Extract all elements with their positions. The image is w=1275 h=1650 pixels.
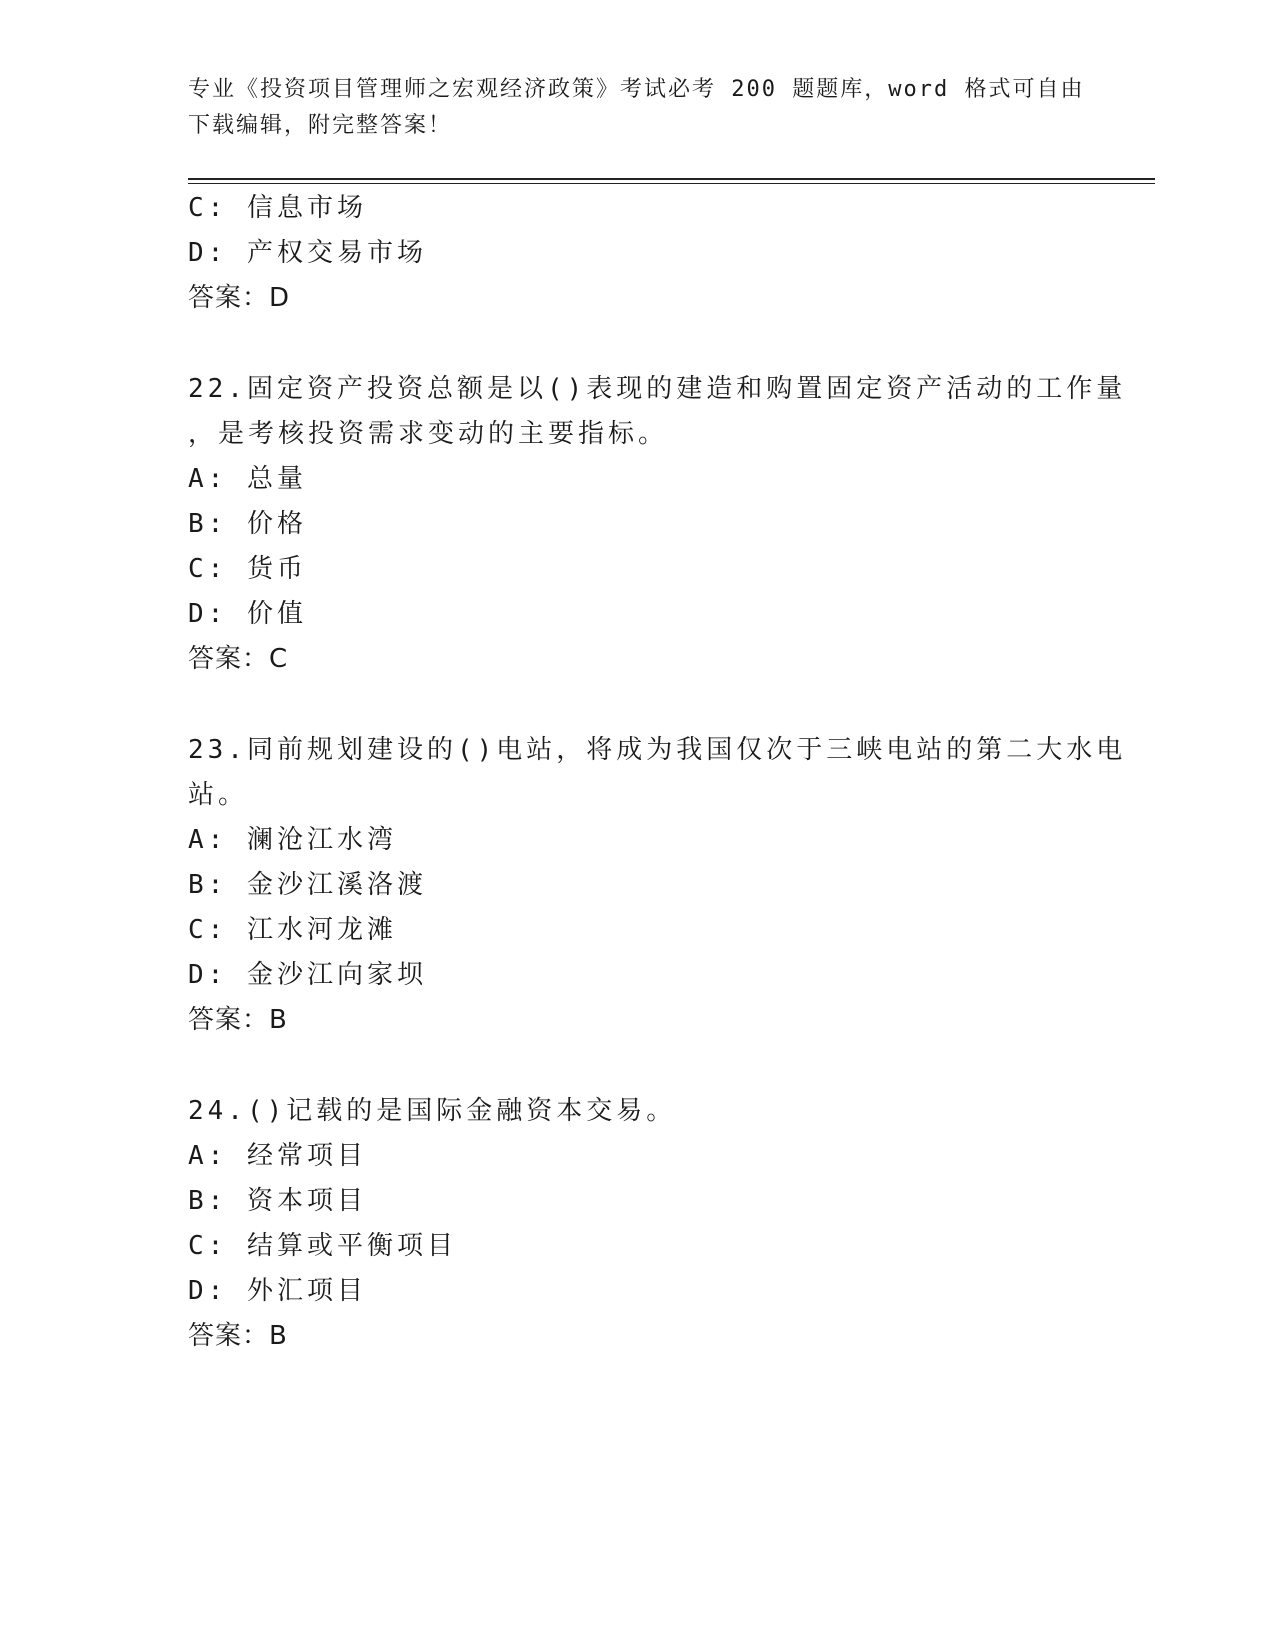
option-d: D: 外汇项目 — [188, 1276, 367, 1306]
answer-line: 答案：C — [188, 644, 289, 674]
option-c: C: 结算或平衡项目 — [188, 1231, 457, 1261]
option-b: B: 价格 — [188, 509, 307, 539]
header-divider-thick — [188, 178, 1155, 180]
continued-question — [188, 186, 1148, 321]
header-line-1: 专业《投资项目管理师之宏观经济政策》考试必考 200 题题库，word 格式可自由 — [188, 77, 1085, 102]
document-header — [188, 72, 1088, 144]
question-text-line-2: ，是考核投资需求变动的主要指标。 — [188, 419, 669, 449]
option-d: D: 价值 — [188, 599, 307, 629]
option-d: D: 金沙江向家坝 — [188, 960, 427, 990]
question-list — [188, 186, 1148, 1359]
option-b: B: 资本项目 — [188, 1186, 367, 1216]
answer-line: 答案：B — [188, 1005, 288, 1035]
option-c: C: 信息市场 — [188, 193, 367, 223]
answer-line: 答案：B — [188, 1321, 288, 1351]
question-24 — [188, 1089, 1148, 1359]
question-text-line-1: 22.固定资产投资总额是以()表现的建造和购置固定资产活动的工作量 — [188, 374, 1127, 404]
header-line-2: 下载编辑，附完整答案！ — [188, 113, 453, 138]
option-a: A: 澜沧江水湾 — [188, 825, 397, 855]
option-a: A: 经常项目 — [188, 1141, 367, 1171]
option-a: A: 总量 — [188, 464, 307, 494]
option-c: C: 江水河龙滩 — [188, 915, 397, 945]
question-text-line-1: 23.同前规划建设的()电站，将成为我国仅次于三峡电站的第二大水电 — [188, 735, 1127, 765]
option-b: B: 金沙江溪洛渡 — [188, 870, 427, 900]
question-text-line-2: 站。 — [188, 780, 249, 810]
question-23 — [188, 728, 1148, 1043]
option-c: C: 货币 — [188, 554, 307, 584]
question-text-line-1: 24.()记载的是国际金融资本交易。 — [188, 1096, 677, 1126]
option-d: D: 产权交易市场 — [188, 238, 427, 268]
header-divider-thin — [188, 183, 1155, 184]
question-22 — [188, 367, 1148, 682]
answer-line: 答案：D — [188, 283, 291, 313]
